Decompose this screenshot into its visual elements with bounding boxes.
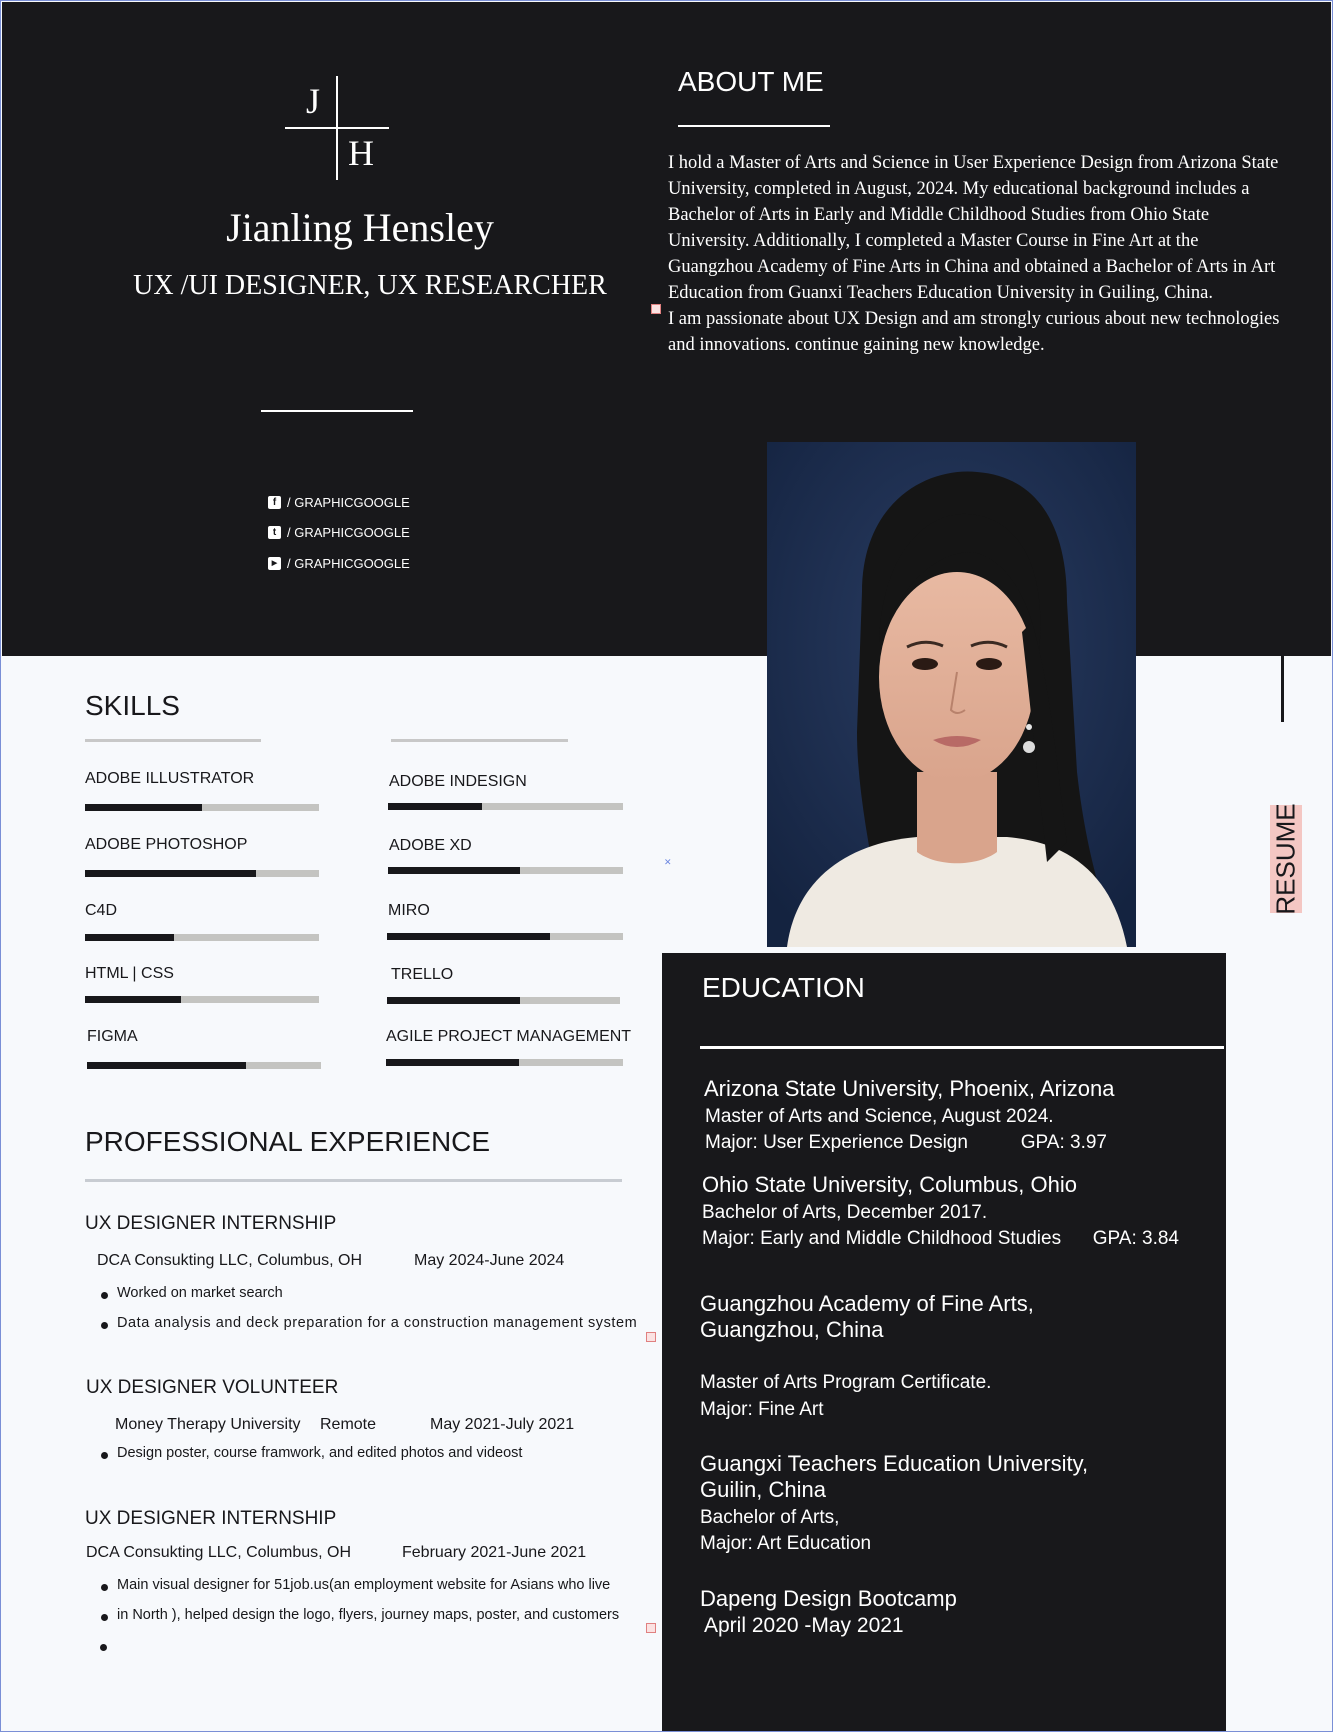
social-link-facebook[interactable] — [268, 495, 410, 510]
about-text — [668, 150, 1288, 358]
education-line: Major: User Experience Design GPA: 3.97 — [705, 1132, 1107, 1153]
skill-label: ADOBE ILLUSTRATOR — [85, 770, 255, 787]
education-line: Major: Early and Middle Childhood Studies GPA: 3.84 — [702, 1228, 1180, 1249]
social-link-twitter[interactable] — [268, 525, 410, 540]
skill-bar-fill — [85, 870, 256, 877]
skills-divider — [85, 739, 261, 742]
skill-bar — [85, 804, 319, 811]
education-school-location: Guangzhou, China — [700, 1317, 884, 1342]
skill-label: C4D — [85, 902, 118, 919]
social-handle: / GRAPHICGOOGLE — [287, 525, 410, 540]
job-company: DCA Consukting LLC, Columbus, OH — [97, 1252, 362, 1269]
education-school: Guangzhou Academy of Fine Arts, — [700, 1291, 1034, 1316]
education-school: Arizona State University, Phoenix, Arizona — [704, 1076, 1115, 1101]
skill-label: ADOBE INDESIGN — [389, 773, 527, 790]
skill-bar-fill — [85, 996, 181, 1003]
text-overflow-marker — [651, 304, 661, 314]
skill-bar-fill — [85, 934, 174, 941]
skill-bar-fill — [386, 1059, 519, 1066]
header-divider — [261, 410, 413, 412]
skill-bar — [85, 870, 319, 877]
education-line: Major: Art Education — [700, 1533, 872, 1554]
about-title: ABOUT ME — [678, 66, 824, 97]
skill-bar-fill — [87, 1062, 246, 1069]
job-bullet: Data analysis and deck preparation for a construction management system — [117, 1315, 638, 1331]
monogram-letter-h: H — [348, 133, 374, 173]
about-paragraph: I hold a Master of Arts and Science in User Experience Design from Arizona State University, completed in August, 2024. My educational background includes a Bachelor of Arts in Early and Middle Childhood Studies from Ohio State University. Additionally, I completed a Master Course in Fine Art at the Guangzhou Academy of Fine Arts in China and obtained a Bachelor of Arts in Art Education from Guanxi Teachers Education University in Guiling, China. — [668, 153, 1279, 303]
job-dates: May 2024-June 2024 — [414, 1252, 565, 1269]
social-handle: / GRAPHICGOOGLE — [287, 556, 410, 571]
resume-tab-label: RESUME — [1270, 803, 1301, 915]
skill-bar — [85, 996, 319, 1003]
job-bullet-continuation: in North ), helped design the logo, flyers, journey maps, poster, and customers — [117, 1607, 620, 1623]
accent-bar — [1281, 656, 1284, 722]
education-title: EDUCATION — [702, 972, 865, 1003]
selection-marker: ✕ — [664, 857, 672, 867]
facebook-icon: f — [268, 496, 281, 509]
education-school: Dapeng Design Bootcamp — [700, 1586, 957, 1611]
experience-divider — [85, 1179, 622, 1182]
text-overflow-marker — [646, 1623, 656, 1633]
skill-bar — [387, 933, 623, 940]
education-school-location: Guilin, China — [700, 1477, 826, 1502]
skill-label: HTML | CSS — [85, 965, 174, 982]
job-dates: May 2021-July 2021 — [430, 1416, 575, 1433]
skill-label: TRELLO — [391, 966, 454, 983]
skill-label: ADOBE PHOTOSHOP — [85, 836, 248, 853]
about-paragraph: I am passionate about UX Design and am strongly curious about new technologies and innovations. continue gaining new knowledge. — [668, 309, 1280, 355]
skill-bar-fill — [387, 997, 520, 1004]
text-overflow-marker — [646, 1332, 656, 1342]
skill-bar — [87, 1062, 321, 1069]
education-line: Bachelor of Arts, December 2017. — [702, 1202, 988, 1223]
experience-title: PROFESSIONAL EXPERIENCE — [85, 1126, 491, 1157]
education-line: Major: Fine Art — [700, 1399, 824, 1420]
person-name: Jianling Hensley — [226, 205, 494, 250]
job-location: Remote — [320, 1416, 377, 1433]
skill-bar — [388, 867, 623, 874]
social-handle: / GRAPHICGOOGLE — [287, 495, 410, 510]
about-divider — [678, 125, 830, 127]
skill-bar-fill — [388, 803, 482, 810]
skill-bar — [387, 997, 620, 1004]
monogram-letter-j: J — [306, 81, 321, 121]
monogram-horizontal-line — [285, 127, 389, 129]
skill-label: ADOBE XD — [389, 837, 472, 854]
portrait-illustration — [767, 442, 1136, 947]
job-bullet: Worked on market search — [117, 1285, 283, 1301]
job-title: UX DESIGNER VOLUNTEER — [86, 1377, 339, 1398]
skill-bar-fill — [387, 933, 550, 940]
twitter-icon: t — [268, 526, 281, 539]
education-line: April 2020 -May 2021 — [704, 1614, 904, 1637]
skill-bar — [386, 1059, 623, 1066]
education-line: Master of Arts and Science, August 2024. — [705, 1106, 1054, 1127]
skills-title: SKILLS — [85, 690, 180, 721]
job-dates: February 2021-June 2021 — [402, 1544, 587, 1561]
skill-bar — [85, 934, 319, 941]
skill-label: AGILE PROJECT MANAGEMENT — [386, 1028, 632, 1045]
skill-label: FIGMA — [87, 1028, 138, 1045]
skill-bar-fill — [85, 804, 202, 811]
job-title: UX DESIGNER INTERNSHIP — [85, 1508, 337, 1529]
education-divider — [700, 1046, 1224, 1049]
job-company: DCA Consukting LLC, Columbus, OH — [86, 1544, 351, 1561]
profile-photo — [767, 442, 1136, 947]
skills-divider — [391, 739, 568, 742]
education-school: Guangxi Teachers Education University, — [700, 1451, 1089, 1476]
person-role: UX /UI DESIGNER, UX RESEARCHER — [133, 270, 607, 301]
skill-label: MIRO — [388, 902, 430, 919]
youtube-icon: ▶ — [268, 557, 281, 570]
job-title: UX DESIGNER INTERNSHIP — [85, 1213, 337, 1234]
education-line: Master of Arts Program Certificate. — [700, 1372, 992, 1393]
social-link-youtube[interactable] — [268, 556, 410, 571]
job-bullet: Design poster, course framwork, and edited photos and videost — [117, 1445, 523, 1461]
education-line: Bachelor of Arts, — [700, 1507, 840, 1528]
job-company: Money Therapy University — [115, 1416, 301, 1433]
empty-bullet — [100, 1644, 107, 1651]
skill-bar-fill — [388, 867, 520, 874]
skill-bar — [388, 803, 623, 810]
education-school: Ohio State University, Columbus, Ohio — [702, 1172, 1077, 1197]
job-bullet: Main visual designer for 51job.us(an employment website for Asians who live — [117, 1577, 611, 1593]
